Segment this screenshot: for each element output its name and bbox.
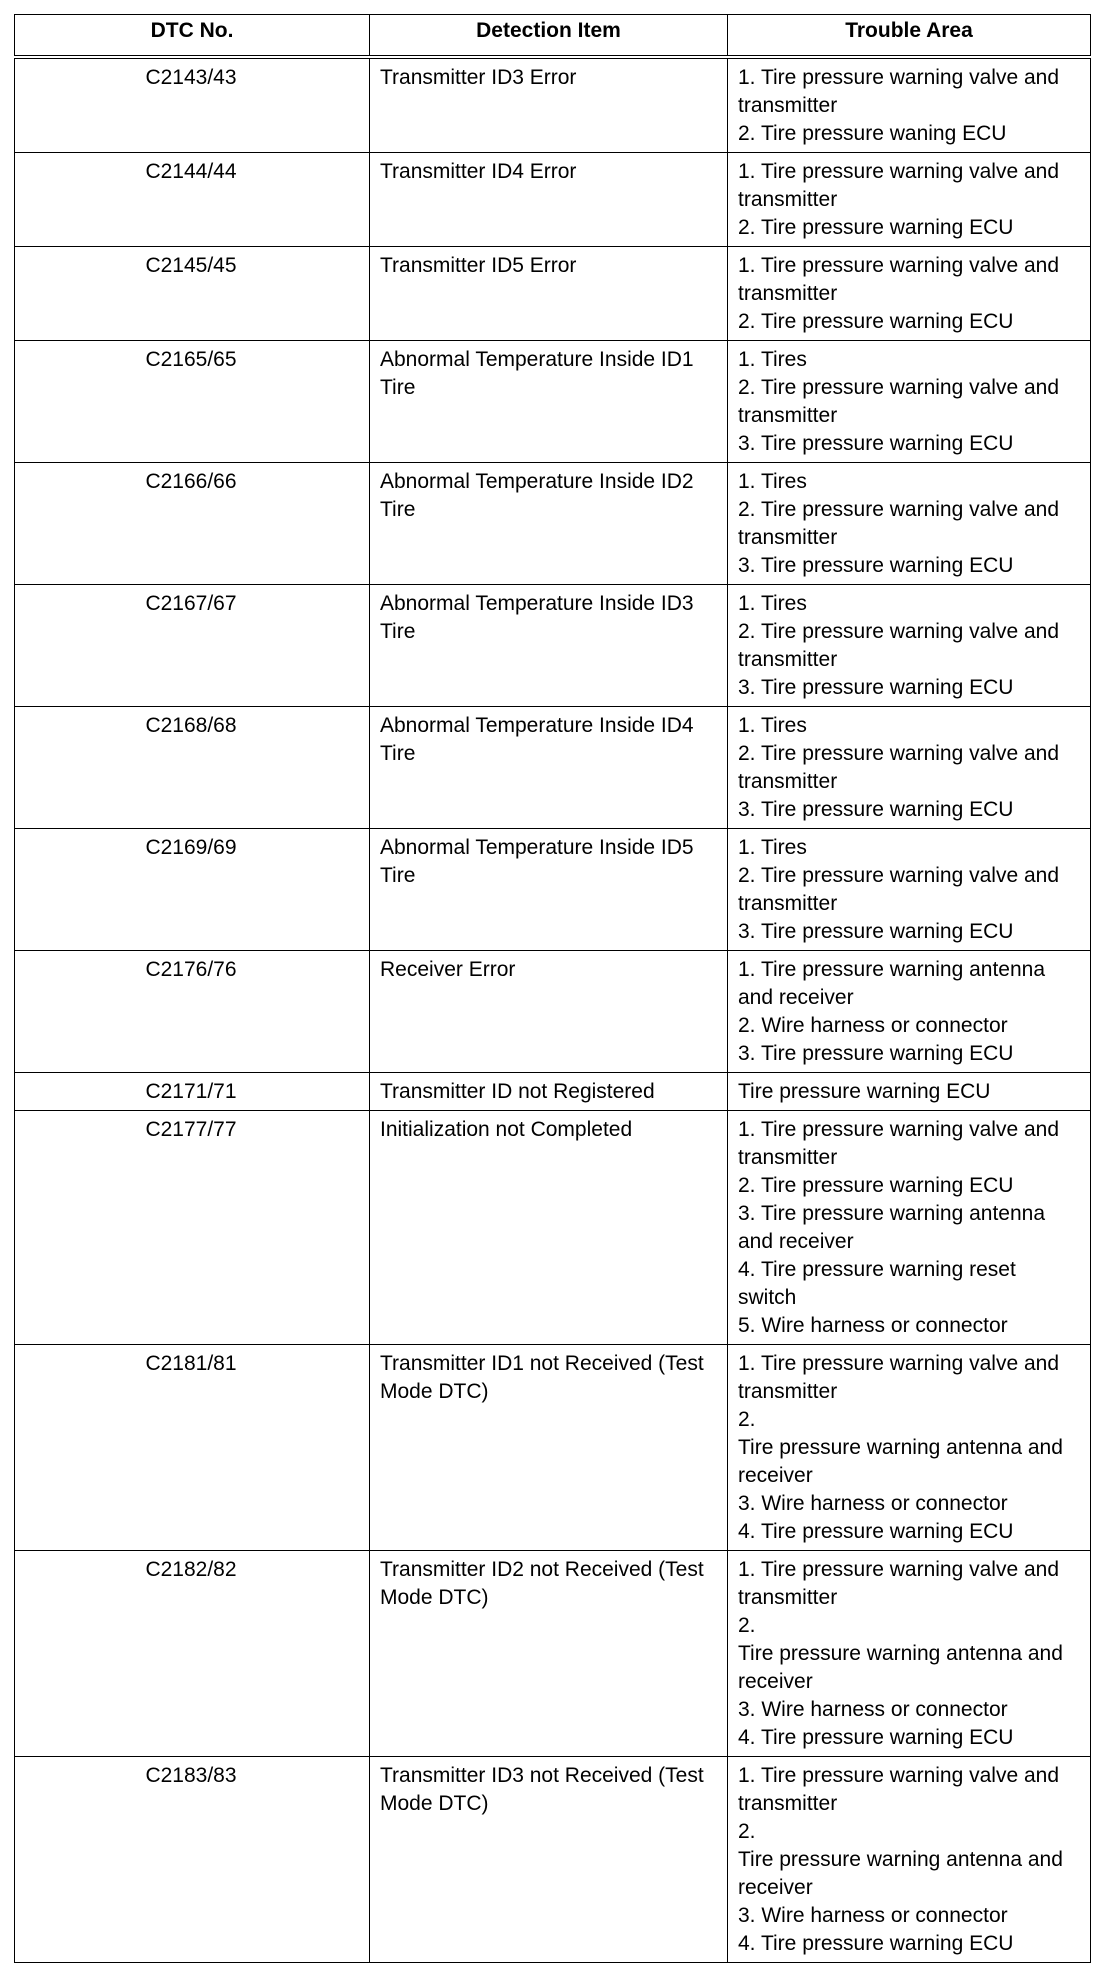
trouble-area-line: 4. Tire pressure warning ECU [738,1932,1014,1955]
dtc-code-cell: C2145/45 [15,247,370,341]
trouble-area-cell [728,1757,1091,1963]
table-row [15,1111,1091,1345]
detection-item-cell: Transmitter ID1 not Received (Test Mode DTC) [370,1345,728,1551]
trouble-area-line: 3. Tire pressure warning ECU [738,432,1014,455]
dtc-code-cell: C2167/67 [15,585,370,707]
detection-item-cell: Receiver Error [370,951,728,1073]
table-row [15,585,1091,707]
table-row [15,1551,1091,1757]
trouble-area-line: 1. Tire pressure warning valve and transmitter [738,1764,1059,1815]
trouble-area-cell [728,1345,1091,1551]
trouble-area-line: 4. Tire pressure warning ECU [738,1726,1014,1749]
trouble-area-cell [728,585,1091,707]
detection-item-cell: Transmitter ID4 Error [370,153,728,247]
detection-item-cell: Abnormal Temperature Inside ID1 Tire [370,341,728,463]
trouble-area-line: 4. Tire pressure warning reset switch [738,1258,1016,1309]
dtc-code-cell: C2166/66 [15,463,370,585]
trouble-area-line: 3. Tire pressure warning antenna and receiver [738,1202,1046,1253]
dtc-table [14,14,1091,1963]
trouble-area-line: 2. Tire pressure warning ECU [738,216,1014,239]
dtc-code-cell: C2165/65 [15,341,370,463]
trouble-area-line: 1. Tire pressure warning valve and transmitter [738,66,1059,117]
header-detection-item: Detection Item [370,15,728,58]
table-row [15,707,1091,829]
trouble-area-line: 1. Tire pressure warning valve and transmitter [738,160,1059,211]
dtc-code-cell: C2182/82 [15,1551,370,1757]
table-row [15,829,1091,951]
trouble-area-line: 3. Tire pressure warning ECU [738,1042,1014,1065]
detection-item-cell: Transmitter ID2 not Received (Test Mode DTC) [370,1551,728,1757]
trouble-area-line: Tire pressure warning antenna and receiver [738,1642,1063,1693]
trouble-area-line: 2. Tire pressure warning valve and transmitter [738,742,1059,793]
trouble-area-line: 1. Tires [738,470,807,493]
trouble-area-line: 1. Tires [738,592,807,615]
trouble-area-line: 3. Tire pressure warning ECU [738,554,1014,577]
trouble-area-cell [728,341,1091,463]
detection-item-cell: Abnormal Temperature Inside ID3 Tire [370,585,728,707]
dtc-code-cell: C2176/76 [15,951,370,1073]
trouble-area-line: 2. Tire pressure warning ECU [738,1174,1014,1197]
table-row [15,1757,1091,1963]
dtc-code-cell: C2177/77 [15,1111,370,1345]
detection-item-cell: Transmitter ID not Registered [370,1073,728,1111]
dtc-code-cell: C2143/43 [15,57,370,153]
table-row [15,153,1091,247]
trouble-area-line: 1. Tire pressure warning valve and transmitter [738,1352,1059,1403]
trouble-area-line: 2. [738,1614,756,1637]
trouble-area-line: 2. Wire harness or connector [738,1014,1008,1037]
trouble-area-line: 2. Tire pressure warning ECU [738,310,1014,333]
table-row [15,247,1091,341]
trouble-area-line: 1. Tires [738,714,807,737]
trouble-area-line: 2. Tire pressure waning ECU [738,122,1007,145]
trouble-area-line: Tire pressure warning antenna and receiver [738,1848,1063,1899]
detection-item-cell: Transmitter ID3 Error [370,57,728,153]
detection-item-cell: Abnormal Temperature Inside ID4 Tire [370,707,728,829]
trouble-area-line: 1. Tires [738,836,807,859]
detection-item-cell: Transmitter ID5 Error [370,247,728,341]
trouble-area-line: 2. Tire pressure warning valve and transmitter [738,620,1059,671]
trouble-area-line: 3. Wire harness or connector [738,1492,1008,1515]
table-row [15,1073,1091,1111]
trouble-area-cell [728,1111,1091,1345]
trouble-area-line: Tire pressure warning antenna and receiver [738,1436,1063,1487]
trouble-area-line: 2. [738,1408,756,1431]
dtc-code-cell: C2144/44 [15,153,370,247]
header-trouble-area: Trouble Area [728,15,1091,58]
trouble-area-cell [728,247,1091,341]
trouble-area-cell [728,1073,1091,1111]
dtc-code-cell: C2168/68 [15,707,370,829]
trouble-area-line: 3. Wire harness or connector [738,1698,1008,1721]
trouble-area-cell [728,153,1091,247]
table-body [15,57,1091,1963]
trouble-area-line: 1. Tires [738,348,807,371]
trouble-area-line: 5. Wire harness or connector [738,1314,1008,1337]
trouble-area-line: 2. Tire pressure warning valve and transmitter [738,864,1059,915]
trouble-area-cell [728,707,1091,829]
detection-item-cell: Initialization not Completed [370,1111,728,1345]
header-row [15,15,1091,58]
table-header [15,15,1091,58]
trouble-area-line: 1. Tire pressure warning valve and transmitter [738,1558,1059,1609]
trouble-area-line: 3. Tire pressure warning ECU [738,920,1014,943]
trouble-area-line: 4. Tire pressure warning ECU [738,1520,1014,1543]
dtc-code-cell: C2169/69 [15,829,370,951]
trouble-area-cell [728,829,1091,951]
table-row [15,1345,1091,1551]
trouble-area-cell [728,463,1091,585]
table-row [15,951,1091,1073]
trouble-area-cell [728,57,1091,153]
trouble-area-line: 1. Tire pressure warning valve and transmitter [738,1118,1059,1169]
trouble-area-line: 3. Wire harness or connector [738,1904,1008,1927]
table-row [15,463,1091,585]
dtc-code-cell: C2183/83 [15,1757,370,1963]
detection-item-cell: Abnormal Temperature Inside ID5 Tire [370,829,728,951]
dtc-code-cell: C2181/81 [15,1345,370,1551]
trouble-area-line: 3. Tire pressure warning ECU [738,676,1014,699]
trouble-area-line: 3. Tire pressure warning ECU [738,798,1014,821]
trouble-area-line: 2. Tire pressure warning valve and transmitter [738,376,1059,427]
trouble-area-cell [728,951,1091,1073]
trouble-area-line: 1. Tire pressure warning antenna and receiver [738,958,1046,1009]
table-row [15,57,1091,153]
detection-item-cell: Abnormal Temperature Inside ID2 Tire [370,463,728,585]
trouble-area-line: 2. Tire pressure warning valve and transmitter [738,498,1059,549]
trouble-area-line: 2. [738,1820,756,1843]
trouble-area-cell [728,1551,1091,1757]
detection-item-cell: Transmitter ID3 not Received (Test Mode DTC) [370,1757,728,1963]
table-row [15,341,1091,463]
trouble-area-line: 1. Tire pressure warning valve and transmitter [738,254,1059,305]
header-dtc-no: DTC No. [15,15,370,58]
trouble-area-line: Tire pressure warning ECU [738,1080,991,1103]
dtc-code-cell: C2171/71 [15,1073,370,1111]
